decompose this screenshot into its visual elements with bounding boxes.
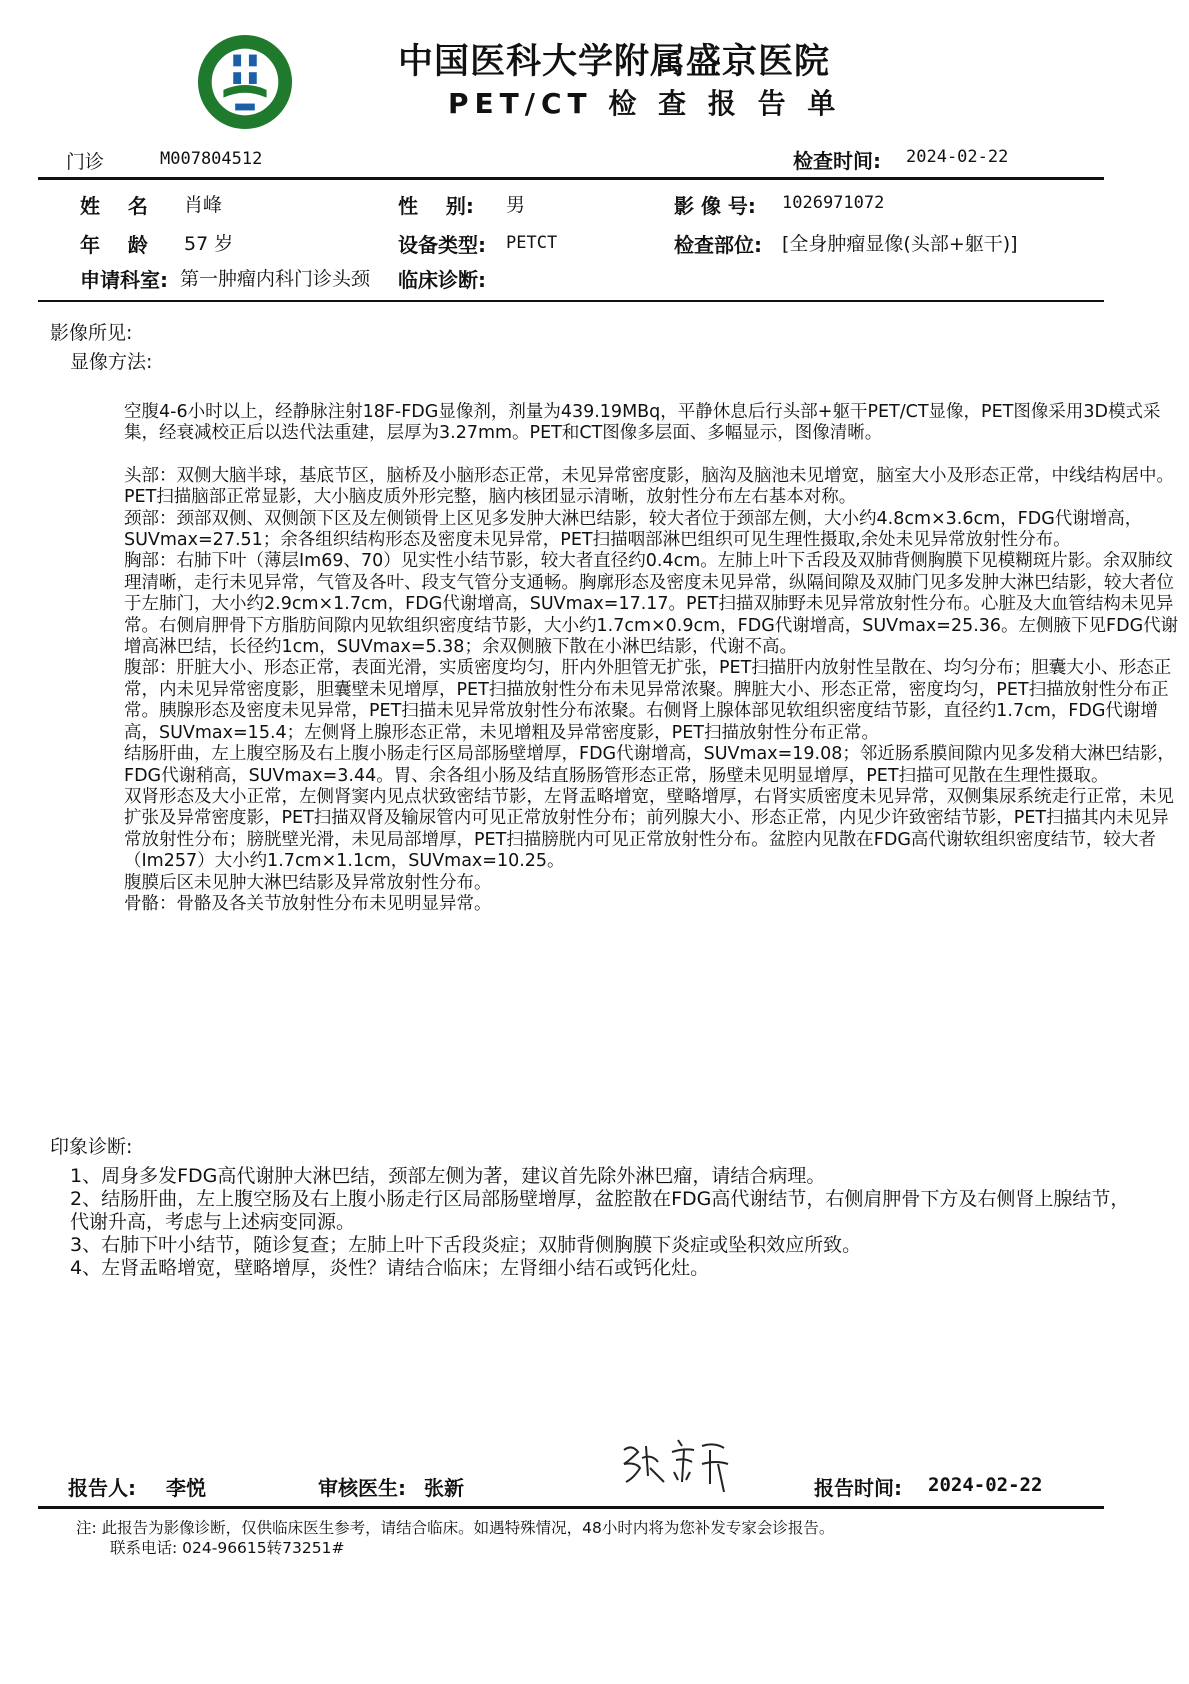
- findings-body: [74, 402, 1184, 915]
- patient-divider: [38, 300, 1104, 302]
- method-text: 空腹4-6小时以上，经静脉注射18F-FDG显像剂，剂量为439.19MBq，平静休息后行头部+躯干PET/CT显像，PET图像采用3D模式采集，经衰减校正后以迭代法重建，层厚为3.27mm。PET和CT图像多层面、多幅显示，图像清晰。: [124, 402, 1161, 444]
- visit-id: M007804512: [160, 149, 263, 169]
- impression-item: 2、结肠肝曲，左上腹空肠及右上腹小肠走行区局部肠壁增厚，盆腔散在FDG高代谢结节，右侧肩胛骨下方及右侧肾上腺结节，代谢升高，考虑与上述病变同源。: [70, 1188, 1130, 1233]
- reviewer-label: 审核医生:: [318, 1476, 406, 1500]
- patient-gender: 男: [506, 194, 526, 216]
- disclaimer-note: 注: 此报告为影像诊断，仅供临床医生参考，请结合临床。如遇特殊情况，48小时内将为您补发专家会诊报告。: [76, 1519, 835, 1537]
- exam-part: [全身肿瘤显像(头部+躯干)]: [782, 233, 1018, 255]
- reporter-label: 报告人:: [68, 1476, 136, 1500]
- gender-label: 性 别:: [398, 194, 474, 218]
- age-label: 年 龄: [80, 233, 148, 257]
- impression-list: [70, 1165, 1130, 1280]
- findings-neck: 颈部：颈部双侧、双侧颌下区及左侧锁骨上区见多发肿大淋巴结影，较大者位于颈部左侧，大小约4.8cm×3.6cm，FDG代谢增高，SUVmax=27.51；余各组织结构形态及密度未见异常，PET扫描咽部淋巴组织可见生理性摄取,余处未见异常放射性分布。: [124, 508, 1143, 551]
- findings-section-label: 影像所见:: [50, 322, 133, 344]
- reporter-name: 李悦: [166, 1476, 206, 1500]
- device-label: 设备类型:: [398, 233, 486, 257]
- report-time-value: 2024-02-22: [928, 1474, 1043, 1496]
- clinical-dx-label: 临床诊断:: [398, 268, 486, 292]
- findings-kidney: 双肾形态及大小正常，左侧肾窦内见点状致密结节影，左肾盂略增宽，壁略增厚，右肾实质密度未见异常，双侧集尿系统走行正常，未见扩张及异常密度影，PET扫描双肾及输尿管内可见正常放射性分布；前列腺大小、形态正常，内见少许致密结节影，PET扫描其内未见异常放射性分布；膀胱壁光滑，未见局部增厚，PET扫描膀胱内可见正常放射性分布。盆腔内见散在FDG高代谢软组织密度结节，较大者（Im257）大小约1.7cm×1.1cm，SUVmax=10.25。: [124, 786, 1174, 872]
- contact-phone: 联系电话: 024-96615转73251#: [110, 1539, 345, 1557]
- device-type: PETCT: [506, 233, 558, 253]
- findings-chest: 胸部：右肺下叶（薄层Im69、70）见实性小结节影，较大者直径约0.4cm。左肺上叶下舌段及双肺背侧胸膜下见模糊斑片影。余双肺纹理清晰，走行未见异常，气管及各叶、段支气管分支通畅。胸廓形态及密度未见异常，纵隔间隙及双肺门见多发肿大淋巴结影，较大者位于左肺门，大小约2.9cm×1.7cm，FDG代谢增高，SUVmax=17.17。PET扫描双肺野未见异常放射性分布。心脏及大血管结构未见异常。右侧肩胛骨下方脂肪间隙内见软组织密度结节影，大小约1.7cm×0.9cm，FDG代谢增高，SUVmax=25.36。左侧腋下见FDG代谢增高淋巴结，长径约1cm，SUVmax=5.38；余双侧腋下散在小淋巴结影，代谢不高。: [124, 551, 1179, 658]
- reviewer-name: 张新: [424, 1476, 464, 1500]
- image-no-label: 影 像 号:: [674, 194, 756, 218]
- findings-head: 头部：双侧大脑半球，基底节区，脑桥及小脑形态正常，未见异常密度影，脑沟及脑池未见增宽，脑室大小及形态正常，中线结构居中。PET扫描脑部正常显影，大小脑皮质外形完整，脑内核团显示清晰，放射性分布左右基本对称。: [124, 465, 1174, 508]
- report-title: PET/CT 检 查 报 告 单: [448, 87, 842, 120]
- findings-retroperitoneum: 腹膜后区未见肿大淋巴结影及异常放射性分布。: [124, 872, 492, 893]
- header-divider: [38, 177, 1104, 180]
- report-time-label: 报告时间:: [814, 1476, 902, 1500]
- impression-section-label: 印象诊断:: [50, 1136, 133, 1158]
- footer-divider: [38, 1506, 1104, 1509]
- hospital-logo: [196, 33, 294, 131]
- exam-part-label: 检查部位:: [674, 233, 762, 257]
- impression-item: 4、左肾盂略增宽，壁略增厚，炎性？请结合临床；左肾细小结石或钙化灶。: [70, 1257, 710, 1279]
- method-label: 显像方法:: [70, 351, 153, 373]
- handwritten-signature: [616, 1432, 736, 1496]
- exam-time-label: 检查时间:: [793, 149, 881, 173]
- image-no: 1026971072: [782, 193, 885, 213]
- patient-age: 57 岁: [184, 233, 234, 255]
- visit-type: 门诊: [66, 151, 105, 173]
- findings-abdomen: 腹部：肝脏大小、形态正常，表面光滑，实质密度均匀，肝内外胆管无扩张，PET扫描肝内放射性呈散在、均匀分布；胆囊大小、形态正常，内未见异常密度影，胆囊壁未见增厚，PET扫描放射性分布未见异常浓聚。脾脏大小、形态正常，密度均匀，PET扫描放射性分布正常。胰腺形态及密度未见异常，PET扫描未见异常放射性分布浓聚。右侧肾上腺体部见软组织密度结节影，直径约1.7cm，FDG代谢增高，SUVmax=15.4；左侧肾上腺形态正常，未见增粗及异常密度影，PET扫描放射性分布正常。: [124, 658, 1172, 743]
- findings-colon: 结肠肝曲，左上腹空肠及右上腹小肠走行区局部肠壁增厚，FDG代谢增高，SUVmax=19.08；邻近肠系膜间隙内见多发稍大淋巴结影，FDG代谢稍高，SUVmax=3.44。胃、余各组小肠及结直肠肠管形态正常，肠壁未见明显增厚，PET扫描可见散在生理性摄取。: [124, 744, 1175, 786]
- dept-label: 申请科室:: [80, 268, 168, 292]
- impression-item: 1、周身多发FDG高代谢肿大淋巴结，颈部左侧为著，建议首先除外淋巴瘤，请结合病理。: [70, 1165, 826, 1187]
- findings-bone: 骨骼：骨骼及各关节放射性分布未见明显异常。: [124, 893, 492, 914]
- impression-item: 3、右肺下叶小结节，随诊复查；左肺上叶下舌段炎症；双肺背侧胸膜下炎症或坠积效应所致。: [70, 1234, 862, 1256]
- hospital-name: 中国医科大学附属盛京医院: [398, 42, 831, 82]
- patient-name: 肖峰: [184, 194, 223, 216]
- name-label: 姓 名: [80, 194, 148, 218]
- dept-value: 第一肿瘤内科门诊头颈: [180, 268, 371, 290]
- exam-time-value: 2024-02-22: [906, 147, 1009, 167]
